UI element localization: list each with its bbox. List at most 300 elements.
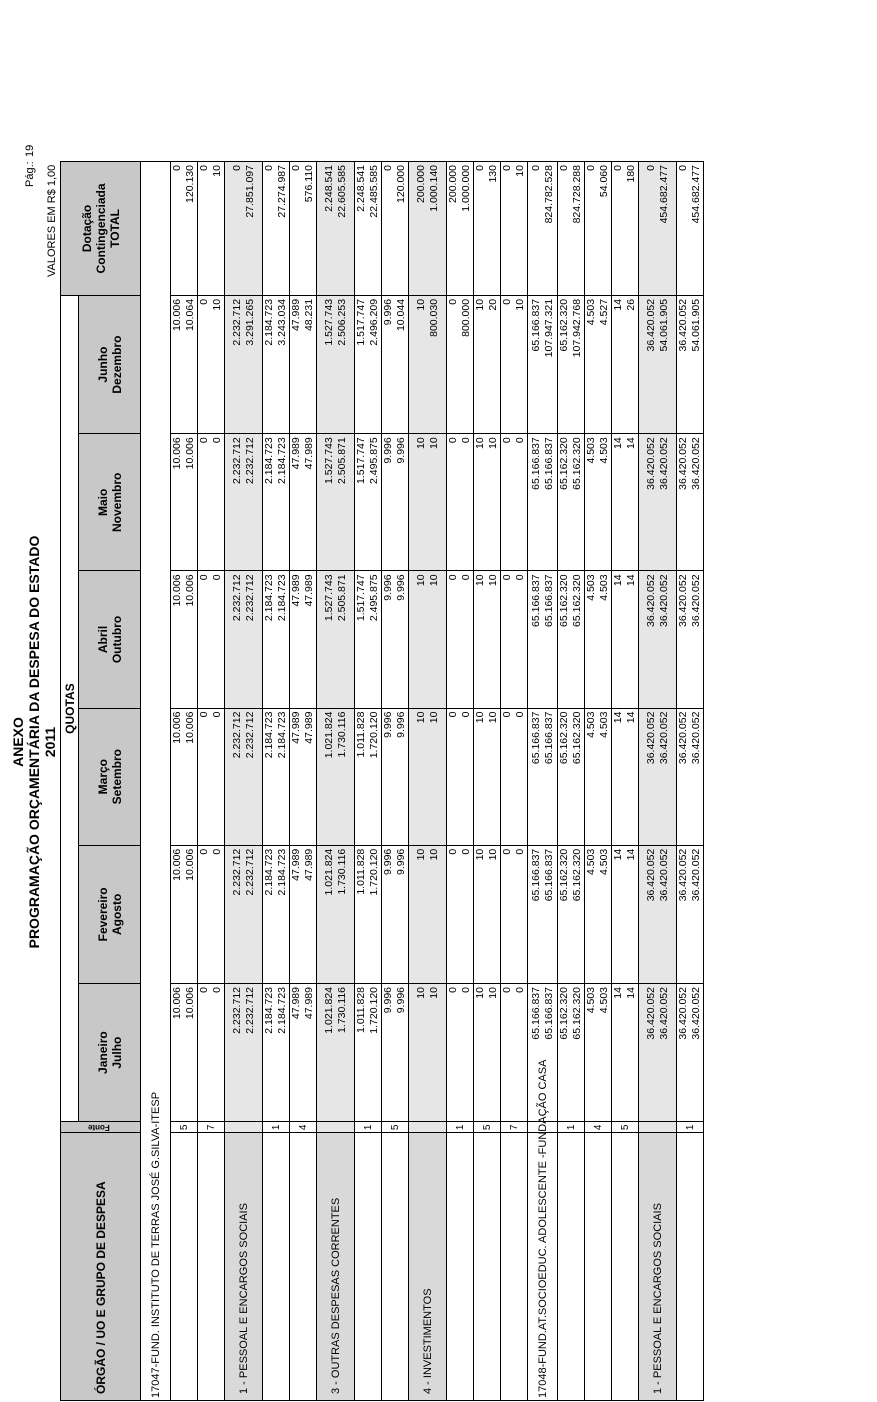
expense-group-label: 3 - OUTRAS DESPESAS CORRENTES (317, 1133, 355, 1401)
second-semester-value: 47.989 (303, 711, 315, 744)
first-semester-value: 65.162.320 (558, 298, 570, 352)
fonte-code: 5 (171, 1122, 198, 1133)
month-values-cell (290, 571, 317, 708)
second-semester-value: 0 (460, 711, 472, 718)
second-semester-value: 0 (211, 711, 223, 718)
dotacao-value: 2.248.541 (322, 165, 335, 212)
blank-label-cell (290, 1133, 317, 1401)
month-values-cell (474, 434, 501, 571)
month-values-cell (501, 984, 528, 1122)
month-values-cell (263, 434, 290, 571)
month-values-cell (528, 845, 558, 983)
month-values-cell (639, 984, 677, 1122)
second-semester-value: 10.006 (184, 574, 196, 607)
blank-label-cell (171, 1133, 198, 1401)
second-semester-value: 10.006 (184, 711, 196, 744)
month-values-cell (528, 295, 558, 433)
blank-label-cell (198, 1133, 225, 1401)
dotacao-value: 0 (529, 165, 542, 171)
first-semester-value: 0 (198, 574, 210, 581)
dotacao-value: 0 (677, 165, 689, 171)
first-semester-value: 36.420.052 (644, 848, 657, 902)
fonte-code: 4 (585, 1122, 612, 1133)
total-value: 824.782.528 (542, 165, 555, 224)
month-values-cell (409, 295, 447, 433)
second-semester-value: 65.166.837 (542, 848, 555, 902)
month-header (79, 845, 141, 983)
first-semester-value: 65.166.837 (529, 574, 542, 627)
month-values-cell (447, 295, 474, 433)
first-semester-value: 65.162.320 (558, 848, 570, 902)
first-semester-value: 2.184.723 (263, 574, 275, 622)
second-semester-value: 2.505.871 (335, 437, 348, 484)
second-semester-value: 48.231 (303, 298, 315, 332)
fonte-row (447, 162, 474, 1401)
total-value: 130 (487, 165, 499, 183)
first-semester-value: 0 (447, 298, 459, 305)
org-label: 17047-FUND. INSTITUTO DE TERRAS JOSÉ G.SILVA-ITESP (141, 162, 171, 1401)
fonte-code: 5 (612, 1122, 639, 1133)
month-values-cell (171, 984, 198, 1122)
first-semester-value: 10.006 (171, 437, 183, 470)
second-semester-value: 10.064 (184, 298, 196, 332)
first-semester-value: 36.420.052 (677, 574, 689, 627)
values-unit-note: VALORES EM R$ 1,00 (46, 164, 58, 277)
first-semester-value: 36.420.052 (677, 848, 689, 902)
first-semester-value: 1.517.747 (355, 437, 367, 484)
first-semester-value: 1.021.824 (322, 711, 335, 759)
fonte-row (355, 162, 382, 1401)
second-semester-value: 36.420.052 (690, 711, 702, 765)
month-values-cell (501, 295, 528, 433)
month-values-cell (447, 984, 474, 1122)
month-values-cell (317, 571, 355, 708)
month-values-cell (382, 295, 409, 433)
first-semester-value: 65.166.837 (529, 848, 542, 902)
month-values-cell (677, 845, 704, 983)
second-semester-value: 36.420.052 (657, 987, 670, 1040)
month-values-cell (355, 295, 382, 433)
first-semester-value: 65.166.837 (529, 987, 542, 1040)
second-semester-value: 36.420.052 (657, 711, 670, 765)
month-values-cell (409, 434, 447, 571)
month-name-first-half: Maio (95, 488, 110, 517)
first-semester-value: 10 (414, 437, 427, 449)
month-values-cell (382, 708, 409, 845)
second-semester-value: 10.006 (184, 437, 196, 470)
second-semester-value: 14 (625, 574, 637, 587)
first-semester-value: 10.006 (171, 987, 183, 1020)
total-value: 27.274.987 (276, 165, 288, 218)
month-values-cell (558, 708, 585, 845)
month-values-cell (558, 434, 585, 571)
fonte-row (198, 162, 225, 1401)
first-semester-value: 0 (198, 437, 210, 444)
total-value: 22.605.585 (335, 165, 348, 218)
second-semester-value: 14 (625, 987, 637, 999)
first-semester-value: 10 (474, 711, 486, 724)
second-semester-value: 36.420.052 (690, 848, 702, 902)
month-values-cell (612, 571, 639, 708)
dotacao-value: 0 (382, 165, 394, 171)
month-name-second-half: Agosto (109, 893, 124, 936)
first-semester-value: 47.989 (290, 574, 302, 607)
first-semester-value: 0 (501, 298, 513, 305)
fonte-code: 1 (677, 1122, 704, 1133)
month-values-cell (612, 845, 639, 983)
first-semester-value: 10.006 (171, 711, 183, 744)
month-values-cell (382, 845, 409, 983)
second-semester-value: 26 (625, 298, 637, 311)
second-semester-value: 10 (427, 987, 440, 999)
second-semester-value: 20 (487, 298, 499, 311)
first-semester-value: 10 (414, 711, 427, 724)
second-semester-value: 47.989 (303, 437, 315, 470)
second-semester-value: 2.184.723 (276, 987, 288, 1034)
second-semester-value: 65.166.837 (542, 437, 555, 490)
month-values-cell (639, 295, 677, 433)
blank-label-cell (355, 1133, 382, 1401)
first-semester-value: 10.006 (171, 848, 183, 881)
second-semester-value: 9.996 (395, 987, 407, 1014)
month-values-cell (225, 434, 263, 571)
first-semester-value: 0 (501, 848, 513, 855)
first-semester-value: 0 (447, 987, 459, 993)
dotacao-value: 0 (263, 165, 275, 171)
month-values-cell (558, 571, 585, 708)
first-semester-value: 10.006 (171, 574, 183, 607)
first-semester-value: 4.503 (585, 574, 597, 601)
month-values-cell (558, 845, 585, 983)
second-semester-value: 2.505.871 (335, 574, 348, 622)
blank-label-cell (612, 1133, 639, 1401)
second-semester-value: 65.166.837 (542, 711, 555, 765)
first-semester-value: 2.232.712 (230, 711, 243, 759)
month-values-cell (198, 845, 225, 983)
fonte-code: 7 (198, 1122, 225, 1133)
dotacao-total-cell (355, 162, 382, 296)
fonte-code: 7 (501, 1122, 528, 1133)
first-semester-value: 36.420.052 (644, 987, 657, 1040)
total-value: 10 (211, 165, 223, 177)
dotacao-value: 0 (558, 165, 570, 171)
first-semester-value: 2.232.712 (230, 298, 243, 346)
second-semester-value: 2.506.253 (335, 298, 348, 346)
blank-label-cell (382, 1133, 409, 1401)
dotacao-total-cell (171, 162, 198, 296)
dotacao-total-cell (585, 162, 612, 296)
total-value: 1.000.000 (460, 165, 472, 212)
month-values-cell (263, 295, 290, 433)
second-semester-value: 2.232.712 (243, 711, 256, 759)
second-semester-value: 9.996 (395, 711, 407, 738)
fonte-row (263, 162, 290, 1401)
month-values-cell (355, 571, 382, 708)
first-semester-value: 4.503 (585, 711, 597, 738)
org-row (528, 162, 558, 1401)
first-semester-value: 4.503 (585, 848, 597, 876)
second-semester-value: 1.730.116 (335, 848, 348, 895)
first-semester-value: 10.006 (171, 298, 183, 332)
month-values-cell (198, 295, 225, 433)
month-values-cell (225, 984, 263, 1122)
dotacao-total-cell (474, 162, 501, 296)
first-semester-value: 14 (612, 848, 624, 861)
month-values-cell (355, 984, 382, 1122)
month-values-cell (171, 434, 198, 571)
month-values-cell (355, 708, 382, 845)
month-values-cell (474, 708, 501, 845)
total-value: 54.060 (598, 165, 610, 198)
total-value: 120.000 (395, 165, 407, 203)
month-values-cell (585, 845, 612, 983)
first-semester-value: 2.232.712 (230, 987, 243, 1034)
month-values-cell (409, 845, 447, 983)
second-semester-value: 2.495.875 (368, 574, 380, 622)
dotacao-total-cell (198, 162, 225, 296)
first-semester-value: 2.184.723 (263, 437, 275, 484)
fonte-column-header: Fonte (61, 1122, 141, 1133)
dotacao-value: 0 (171, 165, 183, 171)
month-name-second-half: Outubro (109, 615, 124, 664)
month-values-cell (585, 984, 612, 1122)
dotacao-total-cell (225, 162, 263, 296)
first-semester-value: 0 (447, 437, 459, 444)
second-semester-value: 3.291.265 (243, 298, 256, 346)
document-title: PROGRAMAÇÃO ORÇAMENTÁRIA DA DESPESA DO ESTADO (26, 535, 42, 949)
first-semester-value: 10 (474, 437, 486, 449)
org-label: 17048-FUND.AT.SOCIOEDUC. ADOLESCENTE -FUNDAÇÃO CASA (528, 1133, 558, 1401)
total-value: 180 (625, 165, 637, 183)
month-values-cell (585, 434, 612, 571)
fonte-row (677, 162, 704, 1401)
second-semester-value: 107.942.768 (571, 298, 583, 358)
second-semester-value: 2.232.712 (243, 848, 256, 896)
dotacao-total-cell (382, 162, 409, 296)
month-values-cell (317, 295, 355, 433)
second-semester-value: 36.420.052 (690, 437, 702, 490)
second-semester-value: 10.006 (184, 848, 196, 881)
month-values-cell (585, 571, 612, 708)
month-values-cell (409, 571, 447, 708)
second-semester-value: 2.232.712 (243, 987, 256, 1034)
org-column-header: ÓRGÃO / UO E GRUPO DE DESPESA (61, 1133, 141, 1401)
second-semester-value: 36.420.052 (690, 574, 702, 627)
month-name-second-half: Julho (109, 1036, 124, 1069)
month-name-first-half: Janeiro (95, 1031, 110, 1074)
expense-group-row (317, 162, 355, 1401)
first-semester-value: 2.232.712 (230, 848, 243, 896)
first-semester-value: 0 (447, 848, 459, 855)
month-name-second-half: Setembro (109, 748, 124, 805)
total-value: 22.485.585 (368, 165, 380, 218)
second-semester-value: 14 (625, 711, 637, 724)
month-values-cell (263, 984, 290, 1122)
first-semester-value: 36.420.052 (677, 298, 689, 352)
month-values-cell (355, 434, 382, 571)
second-semester-value: 0 (514, 437, 526, 444)
first-semester-value: 0 (198, 711, 210, 718)
expense-group-row (639, 162, 677, 1401)
month-values-cell (677, 984, 704, 1122)
month-values-cell (677, 708, 704, 845)
blank-label-cell (474, 1133, 501, 1401)
month-values-cell (382, 571, 409, 708)
second-semester-value: 10 (211, 298, 223, 311)
fonte-code: 1 (558, 1122, 585, 1133)
first-semester-value: 0 (198, 298, 210, 305)
total-value: 576.110 (303, 165, 315, 203)
month-values-cell (585, 295, 612, 433)
dotacao-value: 2.248.541 (355, 165, 367, 212)
month-values-cell (171, 295, 198, 433)
month-values-cell (290, 708, 317, 845)
first-semester-value: 65.166.837 (529, 711, 542, 765)
first-semester-value: 9.996 (382, 848, 394, 876)
second-semester-value: 4.503 (598, 711, 610, 738)
first-semester-value: 0 (198, 987, 210, 993)
month-values-cell (225, 845, 263, 983)
fonte-row (585, 162, 612, 1401)
first-semester-value: 36.420.052 (677, 437, 689, 490)
blank-label-cell (677, 1133, 704, 1401)
first-semester-value: 1.517.747 (355, 574, 367, 622)
second-semester-value: 1.730.116 (335, 987, 348, 1033)
second-semester-value: 10 (427, 711, 440, 724)
second-semester-value: 1.720.120 (368, 848, 380, 896)
month-values-cell (317, 984, 355, 1122)
first-semester-value: 1.011.828 (355, 848, 367, 895)
month-values-cell (612, 434, 639, 571)
second-semester-value: 0 (211, 848, 223, 855)
dotacao-value: 0 (290, 165, 302, 171)
dotacao-total-cell (447, 162, 474, 296)
first-semester-value: 2.184.723 (263, 987, 275, 1034)
first-semester-value: 1.517.747 (355, 298, 367, 346)
second-semester-value: 0 (211, 574, 223, 581)
first-semester-value: 36.420.052 (644, 711, 657, 765)
month-values-cell (171, 708, 198, 845)
first-semester-value: 47.989 (290, 298, 302, 332)
fonte-row (474, 162, 501, 1401)
dotacao-value: 0 (230, 165, 243, 171)
first-semester-value: 65.166.837 (529, 437, 542, 490)
second-semester-value: 65.162.320 (571, 711, 583, 765)
month-values-cell (198, 434, 225, 571)
dotacao-total-header: Dotação Contingenciada TOTAL (61, 162, 141, 296)
expense-group-label: 4 - INVESTIMENTOS (409, 1133, 447, 1401)
first-semester-value: 65.162.320 (558, 711, 570, 765)
month-values-cell (528, 708, 558, 845)
month-values-cell (198, 708, 225, 845)
month-values-cell (225, 295, 263, 433)
month-values-cell (474, 845, 501, 983)
month-values-cell (263, 708, 290, 845)
month-values-cell (171, 845, 198, 983)
second-semester-value: 14 (625, 848, 637, 861)
first-semester-value: 10 (414, 298, 427, 311)
total-value: 824.728.288 (571, 165, 583, 224)
expense-group-label: 1 - PESSOAL E ENCARGOS SOCIAIS (639, 1133, 677, 1401)
dotacao-total-cell (317, 162, 355, 296)
first-semester-value: 1.021.824 (322, 987, 335, 1034)
first-semester-value: 14 (612, 298, 624, 311)
total-value: 1.000.140 (427, 165, 440, 212)
fonte-code: 1 (355, 1122, 382, 1133)
blank-label-cell (585, 1133, 612, 1401)
fonte-code: 4 (290, 1122, 317, 1133)
second-semester-value: 0 (514, 711, 526, 718)
first-semester-value: 0 (447, 574, 459, 581)
page-number-label: Pág.: (24, 161, 36, 187)
first-semester-value: 9.996 (382, 987, 394, 1014)
fonte-code: 5 (382, 1122, 409, 1133)
first-semester-value: 9.996 (382, 298, 394, 326)
dotacao-value: 0 (612, 165, 624, 171)
dotacao-total-cell (528, 162, 558, 296)
second-semester-value: 4.527 (598, 298, 610, 326)
month-values-cell (639, 845, 677, 983)
second-semester-value: 65.162.320 (571, 437, 583, 490)
dotacao-total-cell (677, 162, 704, 296)
second-semester-value: 47.989 (303, 848, 315, 881)
month-values-cell (409, 984, 447, 1122)
month-values-cell (639, 571, 677, 708)
fonte-code: 1 (447, 1122, 474, 1133)
second-semester-value: 0 (460, 987, 472, 993)
month-values-cell (409, 708, 447, 845)
month-values-cell (677, 434, 704, 571)
total-value: 454.682.477 (690, 165, 702, 224)
second-semester-value: 1.730.116 (335, 711, 348, 758)
second-semester-value: 10 (487, 711, 499, 724)
month-values-cell (677, 295, 704, 433)
month-values-cell (612, 708, 639, 845)
first-semester-value: 10 (414, 574, 427, 587)
month-values-cell (225, 571, 263, 708)
dotacao-total-cell (263, 162, 290, 296)
first-semester-value: 10 (474, 574, 486, 587)
second-semester-value: 10 (427, 437, 440, 449)
first-semester-value: 2.232.712 (230, 574, 243, 622)
month-values-cell (639, 708, 677, 845)
month-values-cell (171, 571, 198, 708)
first-semester-value: 36.420.052 (644, 437, 657, 490)
fonte-code (409, 1122, 447, 1133)
month-values-cell (317, 708, 355, 845)
blank-label-cell (558, 1133, 585, 1401)
second-semester-value: 1.720.120 (368, 987, 380, 1034)
second-semester-value: 0 (211, 437, 223, 444)
second-semester-value: 36.420.052 (657, 574, 670, 627)
first-semester-value: 10 (414, 848, 427, 861)
second-semester-value: 10 (487, 848, 499, 861)
second-semester-value: 9.996 (395, 574, 407, 601)
second-semester-value: 3.243.034 (276, 298, 288, 346)
dotacao-value: 0 (501, 165, 513, 171)
second-semester-value: 0 (514, 574, 526, 581)
dotacao-value: 200.000 (447, 165, 459, 203)
second-semester-value: 4.503 (598, 437, 610, 464)
first-semester-value: 9.996 (382, 574, 394, 601)
second-semester-value: 2.184.723 (276, 437, 288, 484)
month-values-cell (290, 845, 317, 983)
month-values-cell (447, 434, 474, 571)
dotacao-value: 0 (474, 165, 486, 171)
first-semester-value: 14 (612, 437, 624, 449)
first-semester-value: 1.527.743 (322, 437, 335, 484)
first-semester-value: 0 (501, 437, 513, 444)
